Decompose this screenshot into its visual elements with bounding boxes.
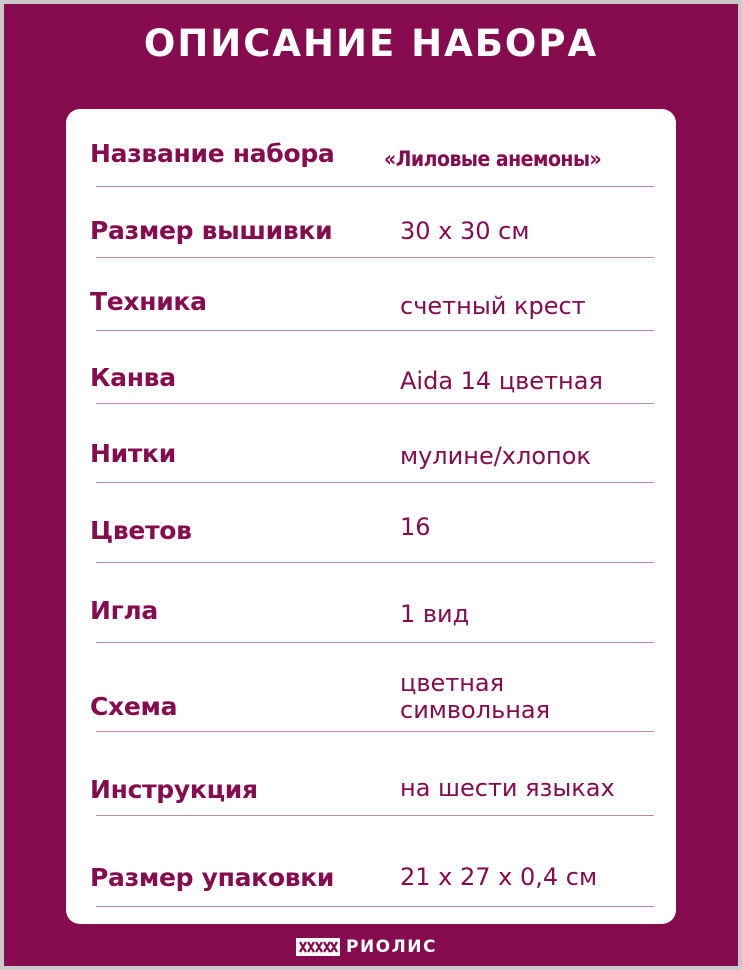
brand-logo — [296, 934, 437, 960]
divider — [96, 482, 654, 483]
description-card — [66, 109, 676, 924]
divider — [96, 257, 654, 258]
spec-label: Размер вышивки — [90, 216, 333, 245]
spec-label: Название набора — [90, 139, 335, 168]
divider — [96, 403, 654, 404]
spec-label: Размер упаковки — [90, 863, 335, 892]
spec-value: «Лиловые анемоны» — [384, 147, 602, 171]
spec-label: Канва — [90, 363, 176, 392]
spec-value: 30 x 30 см — [400, 217, 530, 245]
spec-label: Цветов — [90, 516, 192, 545]
page-title: ОПИСАНИЕ НАБОРА — [143, 22, 599, 65]
spec-value-line-2: символьная — [400, 696, 551, 724]
brand-logo-icon — [296, 938, 340, 956]
spec-value-line-1: цветная — [400, 669, 505, 697]
spec-value: счетный крест — [400, 292, 586, 320]
spec-label: Игла — [90, 596, 158, 625]
divider — [96, 562, 654, 563]
spec-value: на шести языках — [400, 774, 615, 802]
divider — [96, 642, 654, 643]
spec-value: 1 вид — [400, 600, 470, 628]
spec-label: Инструкция — [90, 775, 258, 804]
spec-value: мулине/хлопок — [400, 442, 591, 470]
spec-value: 16 — [400, 513, 431, 541]
divider — [96, 906, 654, 907]
spec-value: 21 x 27 x 0,4 см — [400, 863, 598, 891]
brand-name: РИОЛИС — [346, 937, 437, 957]
spec-label: Схема — [90, 692, 178, 721]
divider — [96, 731, 654, 732]
divider — [96, 186, 654, 187]
divider — [96, 330, 654, 331]
divider — [96, 815, 654, 816]
spec-value: Aida 14 цветная — [400, 367, 603, 395]
spec-label: Нитки — [90, 439, 176, 468]
spec-label: Техника — [90, 287, 207, 316]
